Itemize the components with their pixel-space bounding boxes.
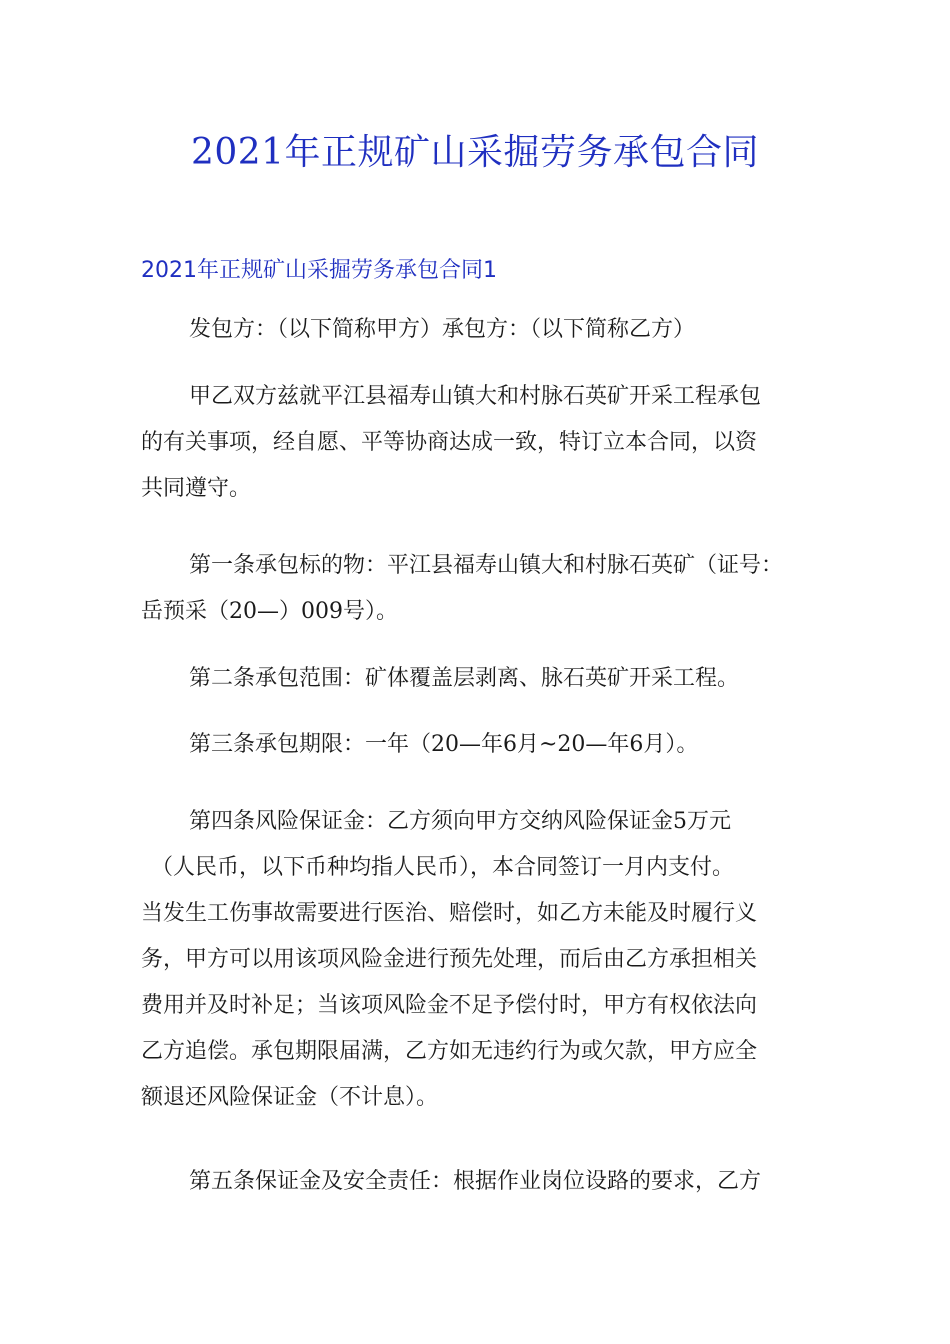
paragraph-line: 费用并及时补足；当该项风险金不足予偿付时，甲方有权依法向 [141,993,758,1018]
paragraph-line: （人民币，以下币种均指人民币），本合同签订一月内支付。 [151,855,735,880]
paragraph-article-4 [141,799,841,1121]
paragraph-line: 第一条承包标的物：平江县福寿山镇大和村脉石英矿（证号： [189,553,784,578]
paragraph-line: 甲乙双方兹就平江县福寿山镇大和村脉石英矿开采工程承包 [189,384,762,409]
paragraph-line: 共同遵守。 [141,476,252,501]
paragraph-intro [141,374,841,512]
paragraph-article-2 [141,656,841,702]
paragraph-line: 第二条承包范围：矿体覆盖层剥离、脉石英矿开采工程。 [189,666,740,691]
paragraph-article-1 [141,543,841,635]
paragraph-line: 务，甲方可以用该项风险金进行预先处理，而后由乙方承担相关 [141,947,758,972]
paragraph-line: 乙方追偿。承包期限届满，乙方如无违约行为或欠款，甲方应全 [141,1039,758,1064]
paragraph-article-3 [141,722,841,768]
paragraph-article-5 [141,1159,841,1205]
paragraph-line: 第三条承包期限：一年（20—年6月~20—年6月）。 [189,732,699,757]
paragraph-line: 岳预采（20—）009号）。 [141,599,398,624]
paragraph-line: 第四条风险保证金：乙方须向甲方交纳风险保证金5万元 [189,809,731,834]
paragraph-line: 额退还风险保证金（不计息）。 [141,1085,439,1110]
document-title: 2021年正规矿山采掘劳务承包合同 [190,132,760,173]
paragraph-line: 当发生工伤事故需要进行医治、赔偿时，如乙方未能及时履行义 [141,901,758,926]
paragraph-line: 第五条保证金及安全责任：根据作业岗位设路的要求，乙方 [189,1169,762,1194]
paragraph-line: 发包方：（以下简称甲方）承包方：（以下简称乙方） [189,317,696,342]
paragraph-parties [141,307,841,353]
section-heading: 2021年正规矿山采掘劳务承包合同1 [141,258,497,283]
paragraph-line: 的有关事项，经自愿、平等协商达成一致，特订立本合同，以资 [141,430,758,455]
